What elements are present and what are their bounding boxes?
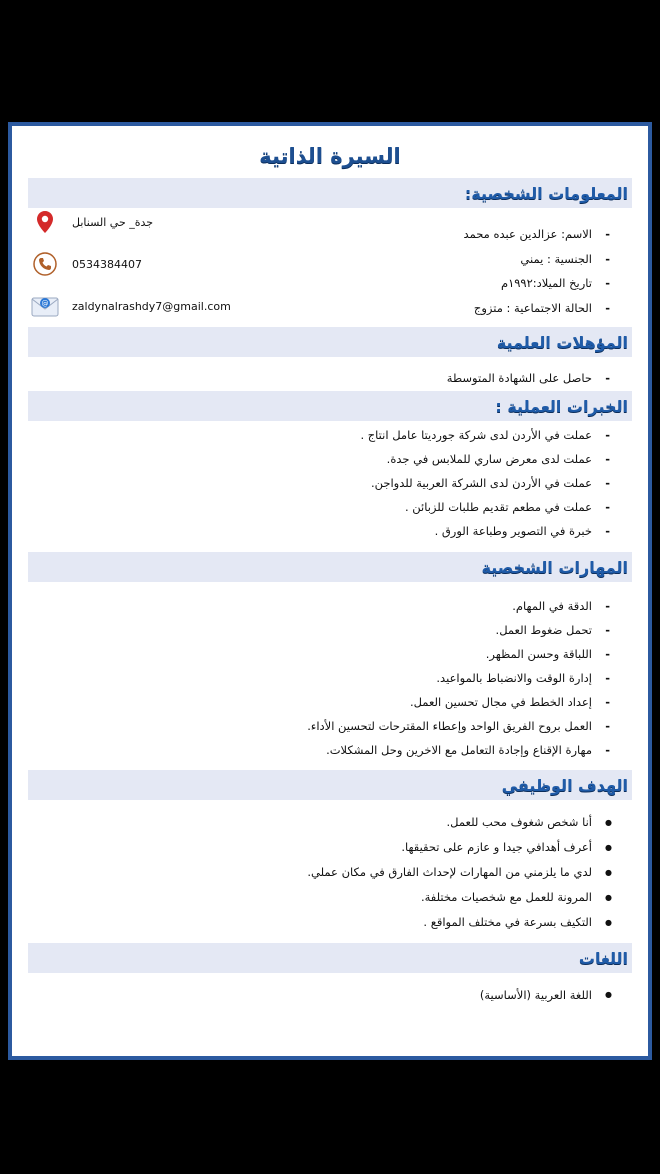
list-item: - الحالة الاجتماعية : متزوج [28, 296, 632, 321]
section-header-languages [28, 943, 632, 973]
list-item: - الدقة في المهام. [28, 594, 632, 618]
objective-list [28, 810, 632, 935]
section-header-skills [28, 552, 632, 582]
contact-email [28, 296, 278, 316]
list-item: ● اللغة العربية (الأساسية) [28, 984, 632, 1006]
list-item: - مهارة الإقناع وإجادة التعامل مع الاخرين وحل المشكلات. [28, 738, 632, 762]
location-pin-icon [28, 209, 62, 235]
location-text: جدة_ حي السنابل [72, 215, 154, 229]
list-item: - الجنسية : يمني [28, 247, 632, 272]
list-item: - اللباقة وحسن المظهر. [28, 642, 632, 666]
section-title-education: المؤهلات العلمية [496, 332, 628, 352]
list-item: - عملت في الأردن لدى شركة جورديتا عامل انتاج . [28, 423, 632, 447]
list-item: - إدارة الوقت والانضباط بالمواعيد. [28, 666, 632, 690]
education-list [28, 368, 632, 388]
contact-location [28, 212, 278, 232]
email-icon [28, 293, 62, 319]
list-item: ● أنا شخص شغوف محب للعمل. [28, 810, 632, 835]
section-title-experience: الخبرات العملية : [495, 396, 628, 416]
section-title-personal: المعلومات الشخصية: [464, 183, 628, 203]
section-header-education [28, 327, 632, 357]
section-title-objective: الهدف الوظيفي [501, 775, 628, 795]
list-item: ● لدي ما يلزمني من المهارات لإحداث الفارق في مكان عملي. [28, 860, 632, 885]
experience-list [28, 423, 632, 543]
languages-list [28, 984, 632, 1006]
section-header-objective [28, 770, 632, 800]
skills-list [28, 594, 632, 762]
list-item: ● المرونة للعمل مع شخصيات مختلفة. [28, 885, 632, 910]
list-item: - حاصل على الشهادة المتوسطة [28, 368, 632, 388]
list-item: - الاسم: عزالدين عبده محمد [28, 222, 632, 247]
section-header-experience [28, 391, 632, 421]
list-item: - عملت في الأردن لدى الشركة العربية للدواجن. [28, 471, 632, 495]
list-item: - تاريخ الميلاد:١٩٩٢م [28, 271, 632, 296]
contact-phone [28, 254, 278, 274]
resume-content [28, 126, 632, 1056]
list-item: ● التكيف بسرعة في مختلف المواقع . [28, 910, 632, 935]
list-item: - عملت لدى معرض ساري للملابس في جدة. [28, 447, 632, 471]
section-title-skills: المهارات الشخصية [481, 557, 628, 577]
phone-icon [28, 251, 62, 277]
list-item: - إعداد الخطط في مجال تحسين العمل. [28, 690, 632, 714]
list-item: - تحمل ضغوط العمل. [28, 618, 632, 642]
email-text: zaldynalrashdy7@gmail.com [72, 299, 231, 313]
section-header-personal [28, 178, 632, 208]
section-title-languages: اللغات [578, 948, 628, 968]
resume-page [8, 122, 652, 1060]
list-item: - عملت في مطعم تقديم طلبات للزبائن . [28, 495, 632, 519]
page-title: السيرة الذاتية [259, 144, 401, 168]
list-item: ● أعرف أهدافي جيدا و عازم على تحقيقها. [28, 835, 632, 860]
list-item: - خبرة في التصوير وطباعة الورق . [28, 519, 632, 543]
svg-text:@: @ [41, 299, 49, 308]
phone-text: 0534384407 [72, 257, 142, 271]
list-item: - العمل بروح الفريق الواحد وإعطاء المقترحات لتحسين الأداء. [28, 714, 632, 738]
